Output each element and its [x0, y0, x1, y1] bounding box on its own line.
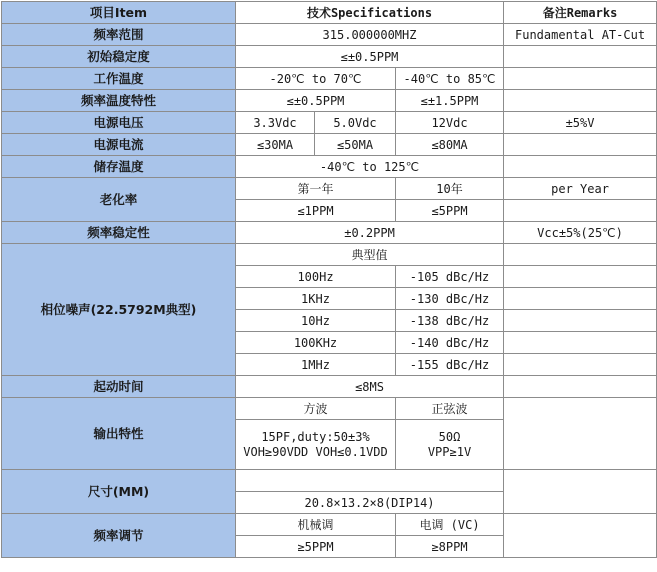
row-freq-range: [2, 24, 657, 46]
row-freq-temp: [2, 90, 657, 112]
remark-empty: [504, 376, 657, 398]
label-output: 输出特性: [2, 398, 236, 470]
row-aging-header: [2, 178, 657, 200]
label-tuning: 频率调节: [2, 514, 236, 558]
remark-empty: [504, 244, 657, 266]
output-sine-wave: 正弦波: [396, 398, 504, 420]
value-size: 20.8×13.2×8(DIP14): [236, 492, 504, 514]
label-op-temp: 工作温度: [2, 68, 236, 90]
value-current-2: ≤50MA: [315, 134, 396, 156]
value-aging-1: ≤1PPM: [236, 200, 396, 222]
remark-empty: [504, 68, 657, 90]
remark-empty: [504, 288, 657, 310]
phase-noise-offset: 100Hz: [236, 266, 396, 288]
label-stability: 频率稳定性: [2, 222, 236, 244]
remark-freq-range: Fundamental AT-Cut: [504, 24, 657, 46]
phase-noise-offset: 10Hz: [236, 310, 396, 332]
value-voltage-1: 3.3Vdc: [236, 112, 315, 134]
value-stability: ±0.2PPM: [236, 222, 504, 244]
sine-spec-line-1: 50Ω: [438, 429, 461, 444]
row-storage-temp: [2, 156, 657, 178]
row-supply-current: [2, 134, 657, 156]
size-blank: [236, 470, 504, 492]
row-tuning-header: [2, 514, 657, 536]
aging-first-year: 第一年: [236, 178, 396, 200]
spec-table: [1, 1, 657, 558]
remark-empty: [504, 134, 657, 156]
phase-noise-level: -155 dBc/Hz: [396, 354, 504, 376]
remark-empty: [504, 310, 657, 332]
label-startup: 起动时间: [2, 376, 236, 398]
tuning-electrical: 电调 (VC): [396, 514, 504, 536]
label-freq-temp: 频率温度特性: [2, 90, 236, 112]
value-freq-range: 315.000000MHZ: [236, 24, 504, 46]
remark-empty: [504, 354, 657, 376]
row-size-blank: [2, 470, 657, 492]
label-size: 尺寸(MM): [2, 470, 236, 514]
row-op-temp: [2, 68, 657, 90]
tuning-mechanical: 机械调: [236, 514, 396, 536]
row-supply-voltage: [2, 112, 657, 134]
value-op-temp-b: -40℃ to 85℃: [396, 68, 504, 90]
output-square-spec: [236, 420, 396, 470]
label-aging: 老化率: [2, 178, 236, 222]
value-voltage-3: 12Vdc: [396, 112, 504, 134]
remark-empty: [504, 514, 657, 558]
label-storage-temp: 储存温度: [2, 156, 236, 178]
remark-aging: per Year: [504, 178, 657, 200]
phase-noise-offset: 100KHz: [236, 332, 396, 354]
remark-empty: [504, 470, 657, 514]
remark-empty: [504, 332, 657, 354]
phase-noise-level: -138 dBc/Hz: [396, 310, 504, 332]
header-remarks: 备注Remarks: [504, 2, 657, 24]
remark-empty: [504, 266, 657, 288]
square-spec-line-2: VOH≥90VDD VOH≤0.1VDD: [243, 444, 388, 459]
value-aging-2: ≤5PPM: [396, 200, 504, 222]
value-tuning-mechanical: ≥5PPM: [236, 536, 396, 558]
remark-empty: [504, 398, 657, 470]
label-init-stability: 初始稳定度: [2, 46, 236, 68]
value-tuning-electrical: ≥8PPM: [396, 536, 504, 558]
value-voltage-2: 5.0Vdc: [315, 112, 396, 134]
label-supply-current: 电源电流: [2, 134, 236, 156]
value-init-stability: ≤±0.5PPM: [236, 46, 504, 68]
value-freq-temp-b: ≤±1.5PPM: [396, 90, 504, 112]
square-spec-line-1: 15PF,duty:50±3%: [261, 429, 370, 444]
remark-empty: [504, 156, 657, 178]
row-phase-noise-typ: [2, 244, 657, 266]
row-startup: [2, 376, 657, 398]
remark-supply-voltage: ±5%V: [504, 112, 657, 134]
row-init-stability: [2, 46, 657, 68]
value-startup: ≤8MS: [236, 376, 504, 398]
phase-noise-offset: 1MHz: [236, 354, 396, 376]
phase-noise-typical: 典型值: [236, 244, 504, 266]
label-phase-noise: 相位噪声(22.5792M典型): [2, 244, 236, 376]
phase-noise-offset: 1KHz: [236, 288, 396, 310]
value-op-temp-a: -20℃ to 70℃: [236, 68, 396, 90]
row-stability: [2, 222, 657, 244]
remark-empty: [504, 200, 657, 222]
value-storage-temp: -40℃ to 125℃: [236, 156, 504, 178]
sine-spec-line-2: VPP≥1V: [427, 444, 472, 459]
label-freq-range: 频率范围: [2, 24, 236, 46]
value-current-1: ≤30MA: [236, 134, 315, 156]
value-freq-temp-a: ≤±0.5PPM: [236, 90, 396, 112]
value-current-3: ≤80MA: [396, 134, 504, 156]
phase-noise-level: -130 dBc/Hz: [396, 288, 504, 310]
phase-noise-level: -140 dBc/Hz: [396, 332, 504, 354]
remark-empty: [504, 46, 657, 68]
remark-empty: [504, 90, 657, 112]
remark-stability: Vcc±5%(25℃): [504, 222, 657, 244]
phase-noise-level: -105 dBc/Hz: [396, 266, 504, 288]
aging-ten-years: 10年: [396, 178, 504, 200]
header-spec: 技术Specifications: [236, 2, 504, 24]
header-row: [2, 2, 657, 24]
row-output-header: [2, 398, 657, 420]
header-item: 项目Item: [2, 2, 236, 24]
output-square-wave: 方波: [236, 398, 396, 420]
label-supply-voltage: 电源电压: [2, 112, 236, 134]
output-sine-spec: [396, 420, 504, 470]
